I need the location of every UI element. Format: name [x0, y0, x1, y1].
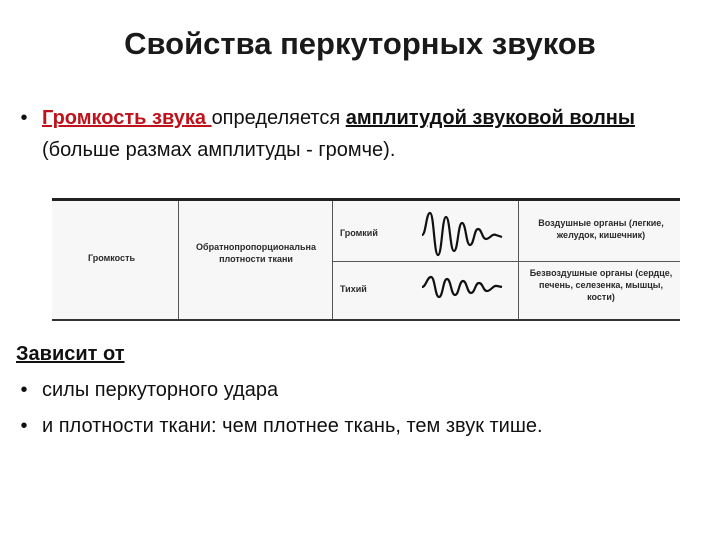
- divider: [332, 201, 333, 319]
- loudness-term: Громкость звука: [42, 107, 212, 129]
- definition-tail: (больше размах амплитуды - громче).: [42, 139, 396, 161]
- table-param-cell: Громкость: [88, 253, 136, 263]
- row-quiet-organs: Безвоздушные органы (сердце, печень, селезенка, мышцы, кости): [529, 268, 673, 302]
- loudness-table: [52, 198, 680, 321]
- depends-section: [16, 336, 706, 444]
- depends-heading: Зависит от: [16, 343, 125, 365]
- list-item: [16, 372, 706, 408]
- bullet-icon: •: [20, 379, 28, 401]
- divider: [178, 201, 179, 319]
- loudness-definition: [16, 102, 706, 166]
- definition-text: определяется: [211, 107, 346, 129]
- amplitude-emphasis: амплитудой звуковой волны: [345, 107, 635, 129]
- quiet-wave-icon: [420, 273, 504, 301]
- row-quiet-label: Тихий: [340, 284, 367, 294]
- list-item-text: силы перкуторного удара: [42, 379, 279, 401]
- slide-title: Свойства перкуторных звуков: [124, 26, 596, 61]
- bullet-icon: •: [20, 107, 28, 129]
- list-item-text: и плотности ткани: чем плотнее ткань, тем звук тише.: [42, 415, 543, 437]
- loud-wave-icon: [420, 209, 504, 257]
- row-loud-organs: Воздушные органы (легкие, желудок, кишечник): [538, 218, 664, 240]
- row-loud-label: Громкий: [340, 228, 378, 238]
- divider: [332, 261, 680, 262]
- divider: [518, 201, 519, 319]
- list-item: [16, 408, 706, 444]
- bullet-icon: •: [20, 415, 28, 437]
- table-relation-cell: Обратнопропорциональна плотности ткани: [196, 242, 316, 264]
